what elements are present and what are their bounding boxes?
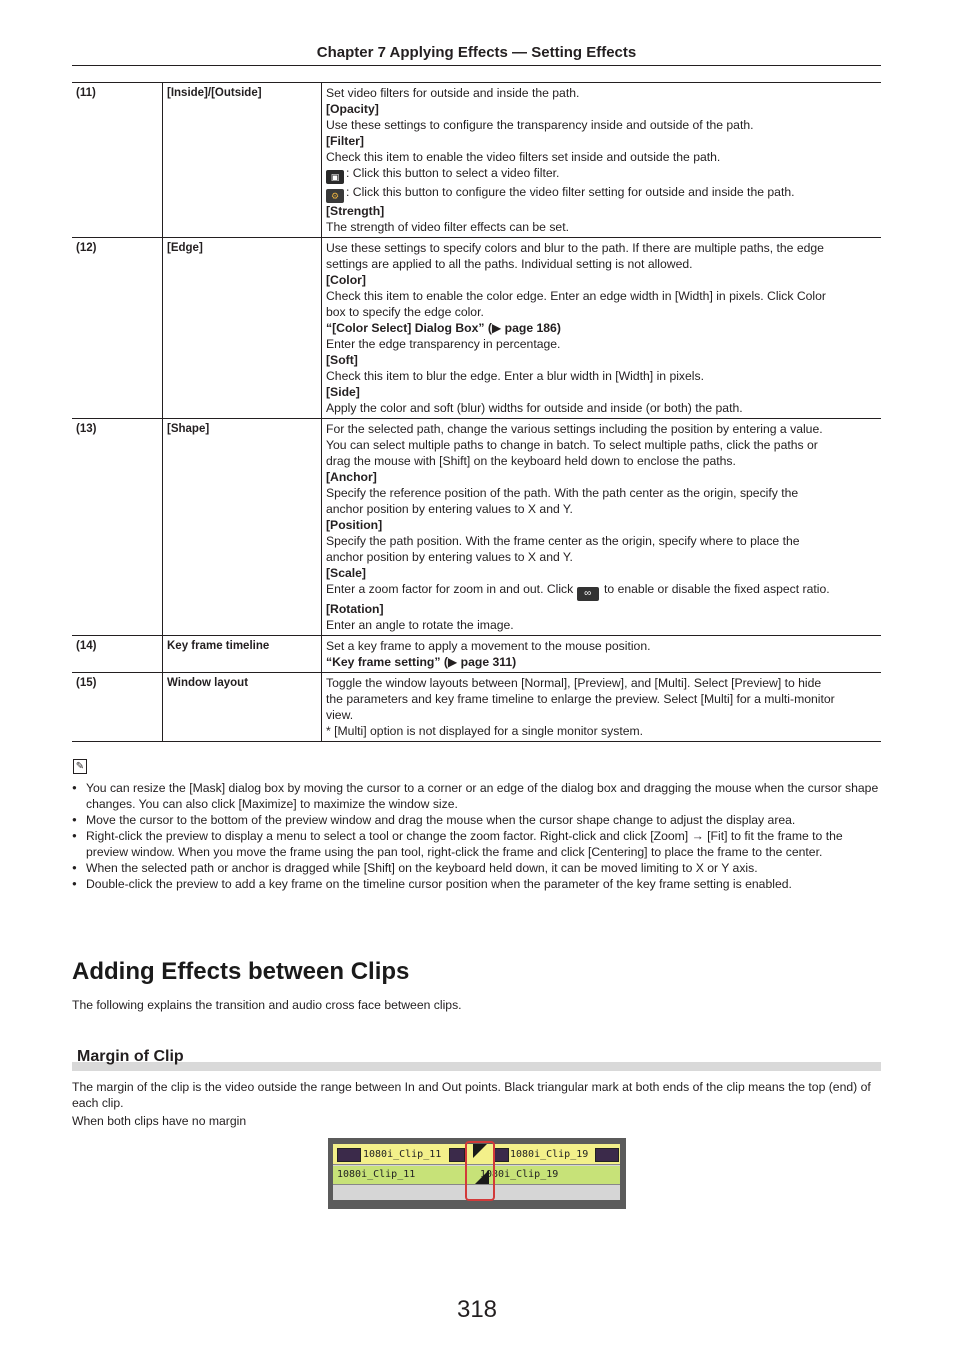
line-text: [Strength] — [326, 204, 385, 218]
figure-caption: When both clips have no margin — [72, 1114, 247, 1128]
line-text: : Click this button to configure the video filter setting for outside and inside the path. — [346, 185, 795, 199]
note-icon: ✎ — [73, 759, 87, 774]
line-text: Set video filters for outside and inside the path. — [326, 86, 580, 100]
row-description — [322, 636, 882, 673]
line-text: : Click this button to select a video filter. — [346, 166, 560, 180]
row-number: (13) — [72, 419, 163, 636]
clip-label-a-top: 1080i_Clip_11 — [363, 1149, 442, 1160]
description-line — [326, 184, 877, 203]
row-description — [322, 419, 882, 636]
description-line — [326, 336, 877, 352]
row-item-name: Key frame timeline — [163, 636, 322, 673]
clip-label-b-top: 1080i_Clip_19 — [510, 1149, 589, 1160]
line-text: the parameters and key frame timeline to enlarge the preview. Select [Multi] for a multi-monitor — [326, 692, 835, 706]
filter-setting-icon[interactable]: ⚙ — [326, 189, 344, 203]
line-text: [Side] — [326, 385, 360, 399]
description-line — [326, 638, 877, 654]
description-line — [326, 117, 877, 133]
line-text: [Opacity] — [326, 102, 379, 116]
subsection-paragraph: The margin of the clip is the video outside the range between In and Out points. Black triangular mark at both ends of the clip means the top (end) of each clip. — [72, 1080, 871, 1110]
line-text: drag the mouse with [Shift] on the keyboard held down to enclose the paths. — [326, 454, 736, 468]
description-subheading — [326, 601, 877, 617]
line-text: anchor position by entering values to X and Y. — [326, 550, 573, 564]
row-item-name: [Edge] — [163, 238, 322, 419]
line-text: Use these settings to specify colors and blur to the path. If there are multiple paths, the edge — [326, 241, 824, 255]
line-text: Enter a zoom factor for zoom in and out. Click — [326, 582, 574, 596]
line-text: [Position] — [326, 518, 383, 532]
chapter-header: Chapter 7 Applying Effects — Setting Effects — [72, 44, 881, 66]
notes-list — [72, 780, 882, 892]
note-item: ● Double-click the preview to add a key frame on the timeline cursor position when the parameter of the key frame setting is enabled. — [72, 876, 882, 892]
description-subheading — [326, 320, 877, 336]
line-text: Toggle the window layouts between [Normal], [Preview], and [Multi]. Select [Preview] to hide — [326, 676, 822, 690]
description-line — [326, 288, 877, 304]
line-text: [Anchor] — [326, 470, 377, 484]
description-line — [326, 549, 877, 565]
line-text: Check this item to enable the video filters set inside and outside the path. — [326, 150, 721, 164]
description-subheading — [326, 352, 877, 368]
description-line — [326, 675, 877, 691]
line-text: anchor position by entering values to X and Y. — [326, 502, 573, 516]
description-line — [326, 421, 877, 437]
description-line — [326, 149, 877, 165]
line-text: to enable or disable the fixed aspect ratio. — [600, 582, 830, 596]
line-text: You can select multiple paths to change in batch. To select multiple paths, click the paths or — [326, 438, 818, 452]
description-line — [326, 85, 877, 101]
table-row — [72, 636, 881, 673]
note-item: ● When the selected path or anchor is dragged while [Shift] on the keyboard held down, it can be moved limiting to X or Y axis. — [72, 860, 882, 876]
highlight-box — [465, 1141, 495, 1201]
note-item: ● Right-click the preview to display a menu to select a tool or change the zoom factor. Right-click and click [Zoom] → [Fit] to fit the frame to the preview window. When you move the frame using the pan tool, right-click the frame and click [Centering] to place the frame to the center. — [72, 828, 882, 860]
row-number: (15) — [72, 673, 163, 742]
description-subheading — [326, 469, 877, 485]
table-row — [72, 83, 881, 238]
description-line — [326, 617, 877, 633]
note-item: ● Move the cursor to the bottom of the preview window and drag the mouse when the cursor shape change to adjust the display area. — [72, 812, 882, 828]
line-text: * [Multi] option is not displayed for a single monitor system. — [326, 724, 644, 738]
line-text: For the selected path, change the various settings including the position by entering a value. — [326, 422, 823, 436]
timeline-figure — [328, 1138, 626, 1209]
clip-thumbnail-icon — [337, 1148, 361, 1162]
description-line — [326, 501, 877, 517]
description-line — [326, 165, 877, 184]
description-subheading — [326, 272, 877, 288]
line-text: Enter an angle to rotate the image. — [326, 618, 514, 632]
line-text: [Rotation] — [326, 602, 384, 616]
description-line — [326, 723, 877, 739]
row-description — [322, 83, 882, 238]
description-line — [326, 485, 877, 501]
description-line — [326, 400, 877, 416]
description-line — [326, 219, 877, 235]
row-item-name: [Inside]/[Outside] — [163, 83, 322, 238]
aspect-lock-icon[interactable]: ∞ — [577, 587, 599, 601]
line-text: [Scale] — [326, 566, 366, 580]
line-text: box to specify the edge color. — [326, 305, 484, 319]
section-intro: The following explains the transition and audio cross face between clips. — [72, 998, 462, 1012]
timeline-track-area — [333, 1144, 620, 1200]
clip-label-b-bottom: 1080i_Clip_19 — [480, 1169, 559, 1180]
description-subheading — [326, 384, 877, 400]
filter-select-icon[interactable]: ▣ — [326, 170, 344, 184]
description-line — [326, 581, 877, 601]
description-subheading — [326, 203, 877, 219]
description-line — [326, 691, 877, 707]
line-text: Use these settings to configure the transparency inside and outside of the path. — [326, 118, 754, 132]
row-description — [322, 238, 882, 419]
line-text: [Color] — [326, 273, 366, 287]
line-text: Set a key frame to apply a movement to the mouse position. — [326, 639, 651, 653]
line-text: Apply the color and soft (blur) widths for outside and inside (or both) the path. — [326, 401, 743, 415]
clip-thumbnail-icon — [493, 1148, 509, 1162]
table-row — [72, 419, 881, 636]
clip-thumbnail-icon — [449, 1148, 465, 1162]
row-number: (14) — [72, 636, 163, 673]
line-text: “Key frame setting” (▶ page 311) — [326, 655, 517, 669]
line-text: [Filter] — [326, 134, 364, 148]
line-text: [Soft] — [326, 353, 358, 367]
description-subheading — [326, 654, 877, 670]
description-line — [326, 453, 877, 469]
row-number: (12) — [72, 238, 163, 419]
line-text: settings are applied to all the paths. Individual setting is not allowed. — [326, 257, 693, 271]
description-line — [326, 707, 877, 723]
description-line — [326, 437, 877, 453]
line-text: Specify the path position. With the frame center as the origin, specify where to place the — [326, 534, 800, 548]
description-subheading — [326, 133, 877, 149]
description-line — [326, 533, 877, 549]
row-description — [322, 673, 882, 742]
section-title: Adding Effects between Clips — [72, 958, 410, 985]
clip-thumbnail-icon — [595, 1148, 619, 1162]
description-subheading — [326, 517, 877, 533]
line-text: Specify the reference position of the path. With the path center as the origin, specify the — [326, 486, 799, 500]
subsection-title: Margin of Clip — [77, 1048, 184, 1065]
row-number: (11) — [72, 83, 163, 238]
description-subheading — [326, 565, 877, 581]
line-text: “[Color Select] Dialog Box” (▶ page 186) — [326, 321, 561, 335]
row-item-name: [Shape] — [163, 419, 322, 636]
table-row — [72, 673, 881, 742]
line-text: view. — [326, 708, 354, 722]
description-line — [326, 368, 877, 384]
line-text: Check this item to enable the color edge. Enter an edge width in [Width] in pixels. Click Color — [326, 289, 826, 303]
clip-label-a-bottom: 1080i_Clip_11 — [337, 1169, 416, 1180]
note-item: ● You can resize the [Mask] dialog box by moving the cursor to a corner or an edge of the dialog box and dragging the mouse when the cursor shape changes. You can also click [Maximize] to maximize the window size. — [72, 780, 882, 812]
line-text: Enter the edge transparency in percentage. — [326, 337, 561, 351]
table-row — [72, 238, 881, 419]
subsection-bar — [72, 1062, 881, 1071]
parameter-table — [72, 82, 881, 742]
line-text: The strength of video filter effects can be set. — [326, 220, 569, 234]
description-line — [326, 240, 877, 256]
page-number: 318 — [456, 1296, 498, 1323]
description-line — [326, 256, 877, 272]
description-line — [326, 304, 877, 320]
description-subheading — [326, 101, 877, 117]
row-item-name: Window layout — [163, 673, 322, 742]
line-text: Check this item to blur the edge. Enter a blur width in [Width] in pixels. — [326, 369, 704, 383]
